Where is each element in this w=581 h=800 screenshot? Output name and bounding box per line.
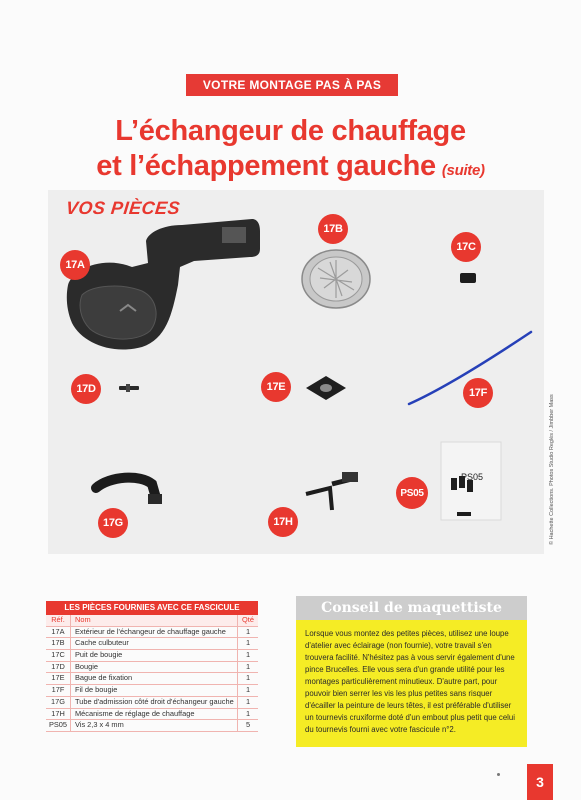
part-17e-fixing-ring — [304, 374, 348, 402]
table-row: 17A Extérieur de l'échangeur de chauffage gauche 1 — [46, 627, 258, 639]
part-ps05-screws-bag — [439, 440, 503, 522]
badge-17a: 17A — [60, 250, 90, 280]
badge-17b: 17B — [318, 214, 348, 244]
badge-17h: 17H — [268, 507, 298, 537]
title-suffix: (suite) — [441, 162, 485, 179]
table-row: 17B Cache culbuteur 1 — [46, 638, 258, 650]
part-17g-intake-tube — [90, 470, 164, 510]
col-ref: Réf. — [46, 615, 71, 626]
badge-17g: 17G — [98, 508, 128, 538]
badge-17f: 17F — [463, 378, 493, 408]
part-17b-rocker-cover — [300, 248, 372, 310]
col-name: Nom — [71, 615, 238, 626]
bag-print: PS05 — [461, 472, 484, 482]
badge-17d: 17D — [71, 374, 101, 404]
badge-ps05: PS05 — [396, 477, 428, 509]
table-row: PS05 Vis 2,3 x 4 mm 5 — [46, 720, 258, 732]
table-row: 17E Bague de fixation 1 — [46, 673, 258, 685]
section-banner: VOTRE MONTAGE PAS À PAS — [186, 74, 398, 96]
table-row: 17C Puit de bougie 1 — [46, 650, 258, 662]
badge-17e: 17E — [261, 372, 291, 402]
tip-heading: Conseil de maquettiste — [296, 596, 527, 620]
parts-table-header-row — [46, 615, 258, 627]
table-row: 17D Bougie 1 — [46, 662, 258, 674]
table-row: 17G Tube d'admission côté droit d'échangeur gauche 1 — [46, 697, 258, 709]
col-qty: Qté — [242, 615, 254, 624]
parts-table — [46, 601, 258, 732]
table-row: 17H Mécanisme de réglage de chauffage 1 — [46, 709, 258, 721]
badge-17c: 17C — [451, 232, 481, 262]
page-title-line2: et l’échappement gauche (suite) — [96, 150, 485, 182]
part-17c-spark-plug-well — [459, 271, 477, 285]
tip-text: Lorsque vous montez des petites pièces, utilisez une loupe d'atelier avec éclairage (non fournie), votre travail s'en trouvera facilité. N'hésitez pas à vous servir également d'une pince Brucelles. Elle vous sera d'un grande utilité pour les montages particulièrement minutieux. D'autre part, pour pouvoir bien serrer les vis les plus petites sans risquer d'écailler la peinture de leurs têtes, il est préférable d'utiliser un tournevis cruxiforme doté d'un embout plus petit que celui du tournevis fourni avec votre fascicule n°2. — [305, 629, 515, 734]
parts-heading: VOS PIÈCES — [65, 198, 182, 218]
parts-table-heading: LES PIÈCES FOURNIES AVEC CE FASCICULE — [46, 601, 258, 615]
decorative-dot — [497, 773, 500, 776]
part-17d-spark-plug — [118, 383, 140, 393]
page-number: 3 — [527, 764, 553, 800]
table-row: 17F Fil de bougie 1 — [46, 685, 258, 697]
tip-box — [296, 596, 527, 747]
part-17a-heat-exchanger — [62, 215, 272, 355]
page-title-line1: L’échangeur de chauffage — [115, 115, 466, 147]
part-17h-heater-mechanism — [302, 470, 362, 516]
photo-credit: © Hachette Collections. Photos Studio Reglès / Jimbber Mass — [549, 394, 555, 545]
